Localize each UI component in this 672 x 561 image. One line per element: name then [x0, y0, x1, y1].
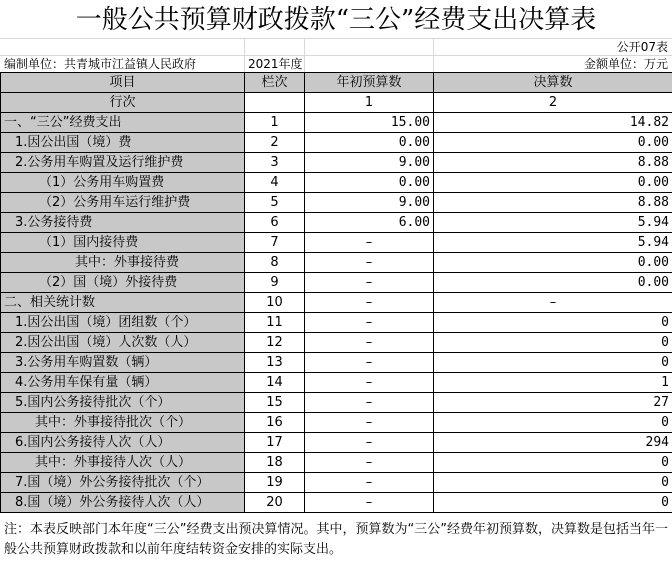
compiling-unit: 编制单位：共青城市江益镇人民政府	[4, 57, 197, 71]
row-number: 15	[245, 393, 305, 413]
sheet-gridline	[0, 38, 672, 39]
table-row	[1, 293, 672, 313]
table-row	[1, 473, 672, 493]
budget-value: 9.00	[305, 153, 434, 173]
header-index-row	[1, 93, 672, 113]
budget-value: 15.00	[305, 113, 434, 133]
table-row	[1, 233, 672, 253]
row-number: 8	[245, 253, 305, 273]
row-label: 6.国内公务接待人次（人）	[1, 433, 245, 453]
row-label: （1）国内接待费	[1, 233, 245, 253]
row-number: 17	[245, 433, 305, 453]
row-label: 4.公务用车保有量（辆）	[1, 373, 245, 393]
table-row	[1, 113, 672, 133]
final-value: 0	[434, 493, 672, 513]
final-value: 0	[434, 473, 672, 493]
row-number: 12	[245, 333, 305, 353]
row-label: 其中：外事接待人次（人）	[1, 453, 245, 473]
final-value: 5.94	[434, 213, 672, 233]
table-row	[1, 453, 672, 473]
table-row	[1, 333, 672, 353]
final-value: 0.00	[434, 253, 672, 273]
table-row	[1, 273, 672, 293]
header-row-no: 栏次	[245, 73, 305, 93]
row-number: 4	[245, 173, 305, 193]
table-row	[1, 393, 672, 413]
budget-value: –	[305, 433, 434, 453]
fiscal-year: 2021年度	[248, 57, 303, 71]
header-blank	[245, 93, 305, 113]
row-number: 6	[245, 213, 305, 233]
final-value: 8.88	[434, 153, 672, 173]
final-value: 0	[434, 313, 672, 333]
row-label: 2.公务用车购置及运行维护费	[1, 153, 245, 173]
row-label: 1.因公出国（境）团组数（个）	[1, 313, 245, 333]
budget-value: 9.00	[305, 193, 434, 213]
row-number: 2	[245, 133, 305, 153]
final-value: 0.00	[434, 173, 672, 193]
final-value: 8.88	[434, 193, 672, 213]
table-row	[1, 493, 672, 513]
row-label: （1）公务用车购置费	[1, 173, 245, 193]
row-number: 3	[245, 153, 305, 173]
final-value: –	[434, 293, 672, 313]
budget-value: –	[305, 333, 434, 353]
table-row	[1, 213, 672, 233]
budget-value: 6.00	[305, 213, 434, 233]
footnote: 注：本表反映部门本年度“三公”经费支出预决算情况。其中，预算数为“三公”经费年初预算数，决算数是包括当年一般公共预算财政拨款和以前年度结转资金安排的实际支出。	[4, 522, 668, 557]
row-number: 16	[245, 413, 305, 433]
row-label: 7.国（境）外公务接待批次（个）	[1, 473, 245, 493]
table-row	[1, 313, 672, 333]
row-label: 1.因公出国（境）费	[1, 133, 245, 153]
table-row	[1, 153, 672, 173]
budget-value: –	[305, 413, 434, 433]
row-number: 13	[245, 353, 305, 373]
row-label: 3.公务接待费	[1, 213, 245, 233]
row-number: 7	[245, 233, 305, 253]
final-value: 0	[434, 453, 672, 473]
final-value: 0	[434, 413, 672, 433]
table-row	[1, 133, 672, 153]
row-label: （2）国（境）外接待费	[1, 273, 245, 293]
table-row	[1, 433, 672, 453]
header-budget: 年初预算数	[305, 73, 434, 93]
sheet-gridline	[433, 38, 434, 72]
row-label: 一、“三公”经费支出	[1, 113, 245, 133]
budget-value: –	[305, 493, 434, 513]
header-item: 项目	[1, 73, 245, 93]
row-label: 8.国（境）外公务接待人次（人）	[1, 493, 245, 513]
report-title: 一般公共预算财政拨款“三公”经费支出决算表	[75, 5, 597, 35]
budget-value: 0.00	[305, 133, 434, 153]
budget-value: –	[305, 273, 434, 293]
row-number: 14	[245, 373, 305, 393]
amount-unit: 金额单位：万元	[583, 57, 668, 71]
row-number: 11	[245, 313, 305, 333]
row-number: 9	[245, 273, 305, 293]
final-value: 0.00	[434, 133, 672, 153]
table-row	[1, 253, 672, 273]
row-label: 2.因公出国（境）人次数（人）	[1, 333, 245, 353]
final-value: 0.00	[434, 273, 672, 293]
budget-value: –	[305, 253, 434, 273]
header-row	[1, 73, 672, 93]
row-label: 其中：外事接待费	[1, 253, 245, 273]
table-row	[1, 353, 672, 373]
final-value: 0	[434, 333, 672, 353]
row-label: 3.公务用车购置数（辆）	[1, 353, 245, 373]
row-number: 20	[245, 493, 305, 513]
sheet-gridline	[0, 55, 672, 56]
header-col1: 1	[305, 93, 434, 113]
form-code: 公开07表	[616, 40, 668, 54]
table-row	[1, 193, 672, 213]
final-value: 294	[434, 433, 672, 453]
budget-value: –	[305, 293, 434, 313]
final-value: 27	[434, 393, 672, 413]
row-label: 5.国内公务接待批次（个）	[1, 393, 245, 413]
sheet-gridline	[304, 38, 305, 72]
final-value: 0	[434, 353, 672, 373]
budget-value: –	[305, 393, 434, 413]
table-row	[1, 373, 672, 393]
row-label: 二、相关统计数	[1, 293, 245, 313]
budget-value: –	[305, 473, 434, 493]
header-col2: 2	[434, 93, 672, 113]
row-number: 18	[245, 453, 305, 473]
sheet-gridline	[244, 38, 245, 72]
budget-value: –	[305, 373, 434, 393]
budget-value: 0.00	[305, 173, 434, 193]
header-final: 决算数	[434, 73, 672, 93]
budget-value: –	[305, 233, 434, 253]
table-row	[1, 173, 672, 193]
row-label: （2）公务用车运行维护费	[1, 193, 245, 213]
table-row	[1, 413, 672, 433]
final-value: 14.82	[434, 113, 672, 133]
row-number: 5	[245, 193, 305, 213]
budget-value: –	[305, 353, 434, 373]
row-number: 1	[245, 113, 305, 133]
row-number: 10	[245, 293, 305, 313]
final-value: 5.94	[434, 233, 672, 253]
budget-value: –	[305, 313, 434, 333]
row-number: 19	[245, 473, 305, 493]
final-value: 1	[434, 373, 672, 393]
budget-value: –	[305, 453, 434, 473]
header-row-label: 行次	[1, 93, 245, 113]
row-label: 其中：外事接待批次（个）	[1, 413, 245, 433]
expenditure-table	[0, 72, 672, 513]
